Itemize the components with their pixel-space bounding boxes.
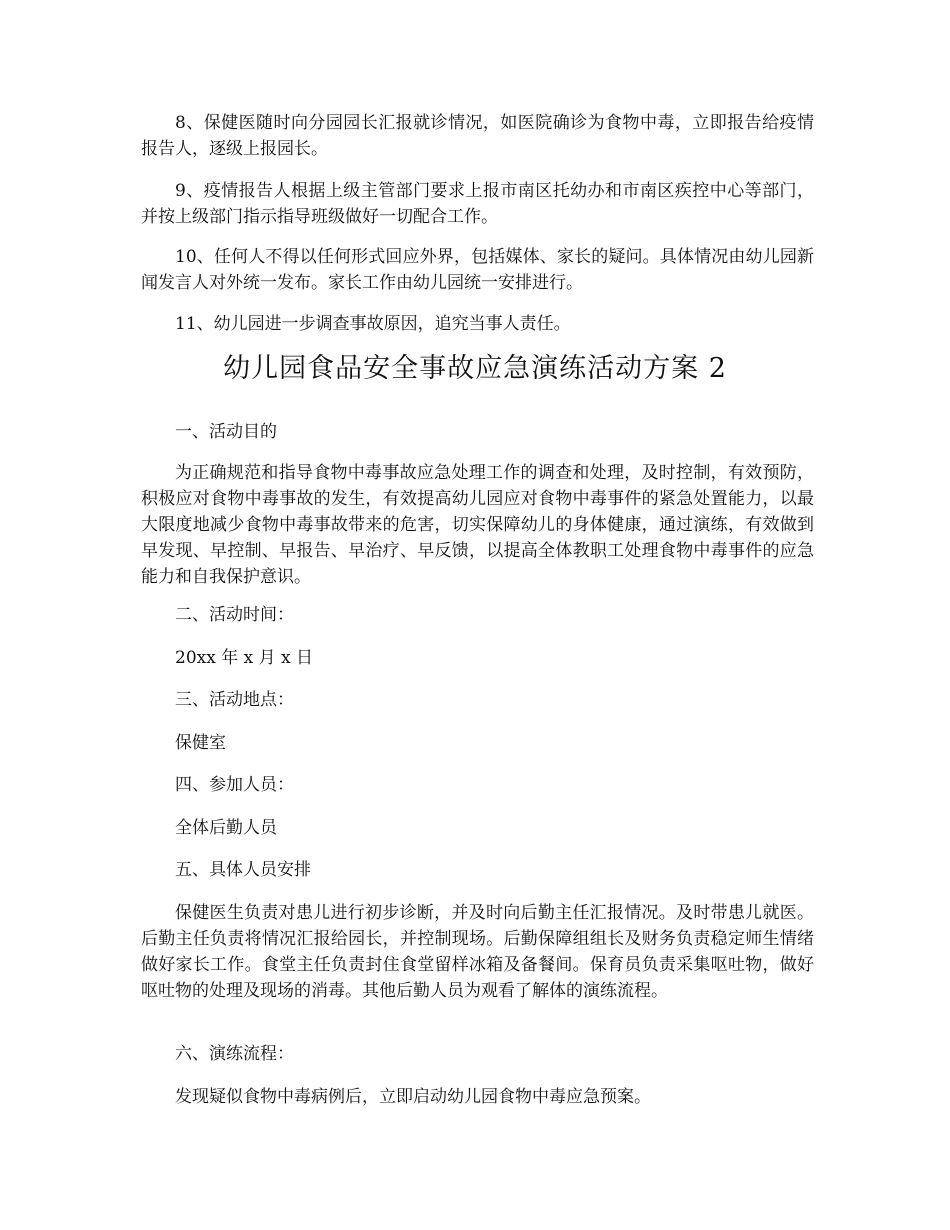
paragraph-item-9: 9、疫情报告人根据上级主管部门要求上报市南区托幼办和市南区疾控中心等部门，并按上级部门指示指导班级做好一切配合工作。 xyxy=(141,181,814,227)
activity-location: 保健室 xyxy=(175,733,226,753)
section-heading-time: 二、活动时间： xyxy=(175,605,294,625)
section-heading-arrangement: 五、具体人员安排 xyxy=(175,860,311,880)
arrangement-paragraph: 保健医生负责对患儿进行初步诊断，并及时向后勤主任汇报情况。及时带患儿就医。后勤主任负责将情况汇报给园长，并控制现场。后勤保障组组长及财务负责稳定师生情绪做好家长工作。食堂主任负责封住食堂留样冰箱及备餐间。保育员负责采集呕吐物，做好呕吐物的处理及现场的消毒。其他后勤人员为观看了解体的演练流程。 xyxy=(141,903,814,1001)
paragraph-item-10: 10、任何人不得以任何形式回应外界，包括媒体、家长的疑问。具体情况由幼儿园新闻发言人对外统一发布。家长工作由幼儿园统一安排进行。 xyxy=(141,247,814,293)
section-heading-process: 六、演练流程： xyxy=(175,1044,294,1064)
purpose-paragraph: 为正确规范和指导食物中毒事故应急处理工作的调查和处理，及时控制，有效预防，积极应对食物中毒事故的发生，有效提高幼儿园应对食物中毒事件的紧急处置能力，以最大限度地减少食物中毒事故带来的危害，切实保障幼儿的身体健康，通过演练，有效做到早发现、早控制、早报告、早治疗、早反馈，以提高全体教职工处理食物中毒事件的应急能力和自我保护意识。 xyxy=(141,463,814,587)
participants: 全体后勤人员 xyxy=(175,818,277,838)
section-heading-purpose: 一、活动目的 xyxy=(175,422,277,442)
activity-date: 20xx 年 x 月 x 日 xyxy=(175,648,314,668)
process-paragraph: 发现疑似食物中毒病例后，立即启动幼儿园食物中毒应急预案。 xyxy=(175,1087,651,1107)
document-title: 幼儿园食品安全事故应急演练活动方案 2 xyxy=(223,353,727,384)
section-heading-participants: 四、参加人员： xyxy=(175,775,294,795)
paragraph-item-8: 8、保健医随时向分园园长汇报就诊情况，如医院确诊为食物中毒，立即报告给疫情报告人，逐级上报园长。 xyxy=(141,113,814,159)
paragraph-item-11: 11、幼儿园进一步调查事故原因，追究当事人责任。 xyxy=(175,314,571,334)
section-heading-location: 三、活动地点： xyxy=(175,690,294,710)
